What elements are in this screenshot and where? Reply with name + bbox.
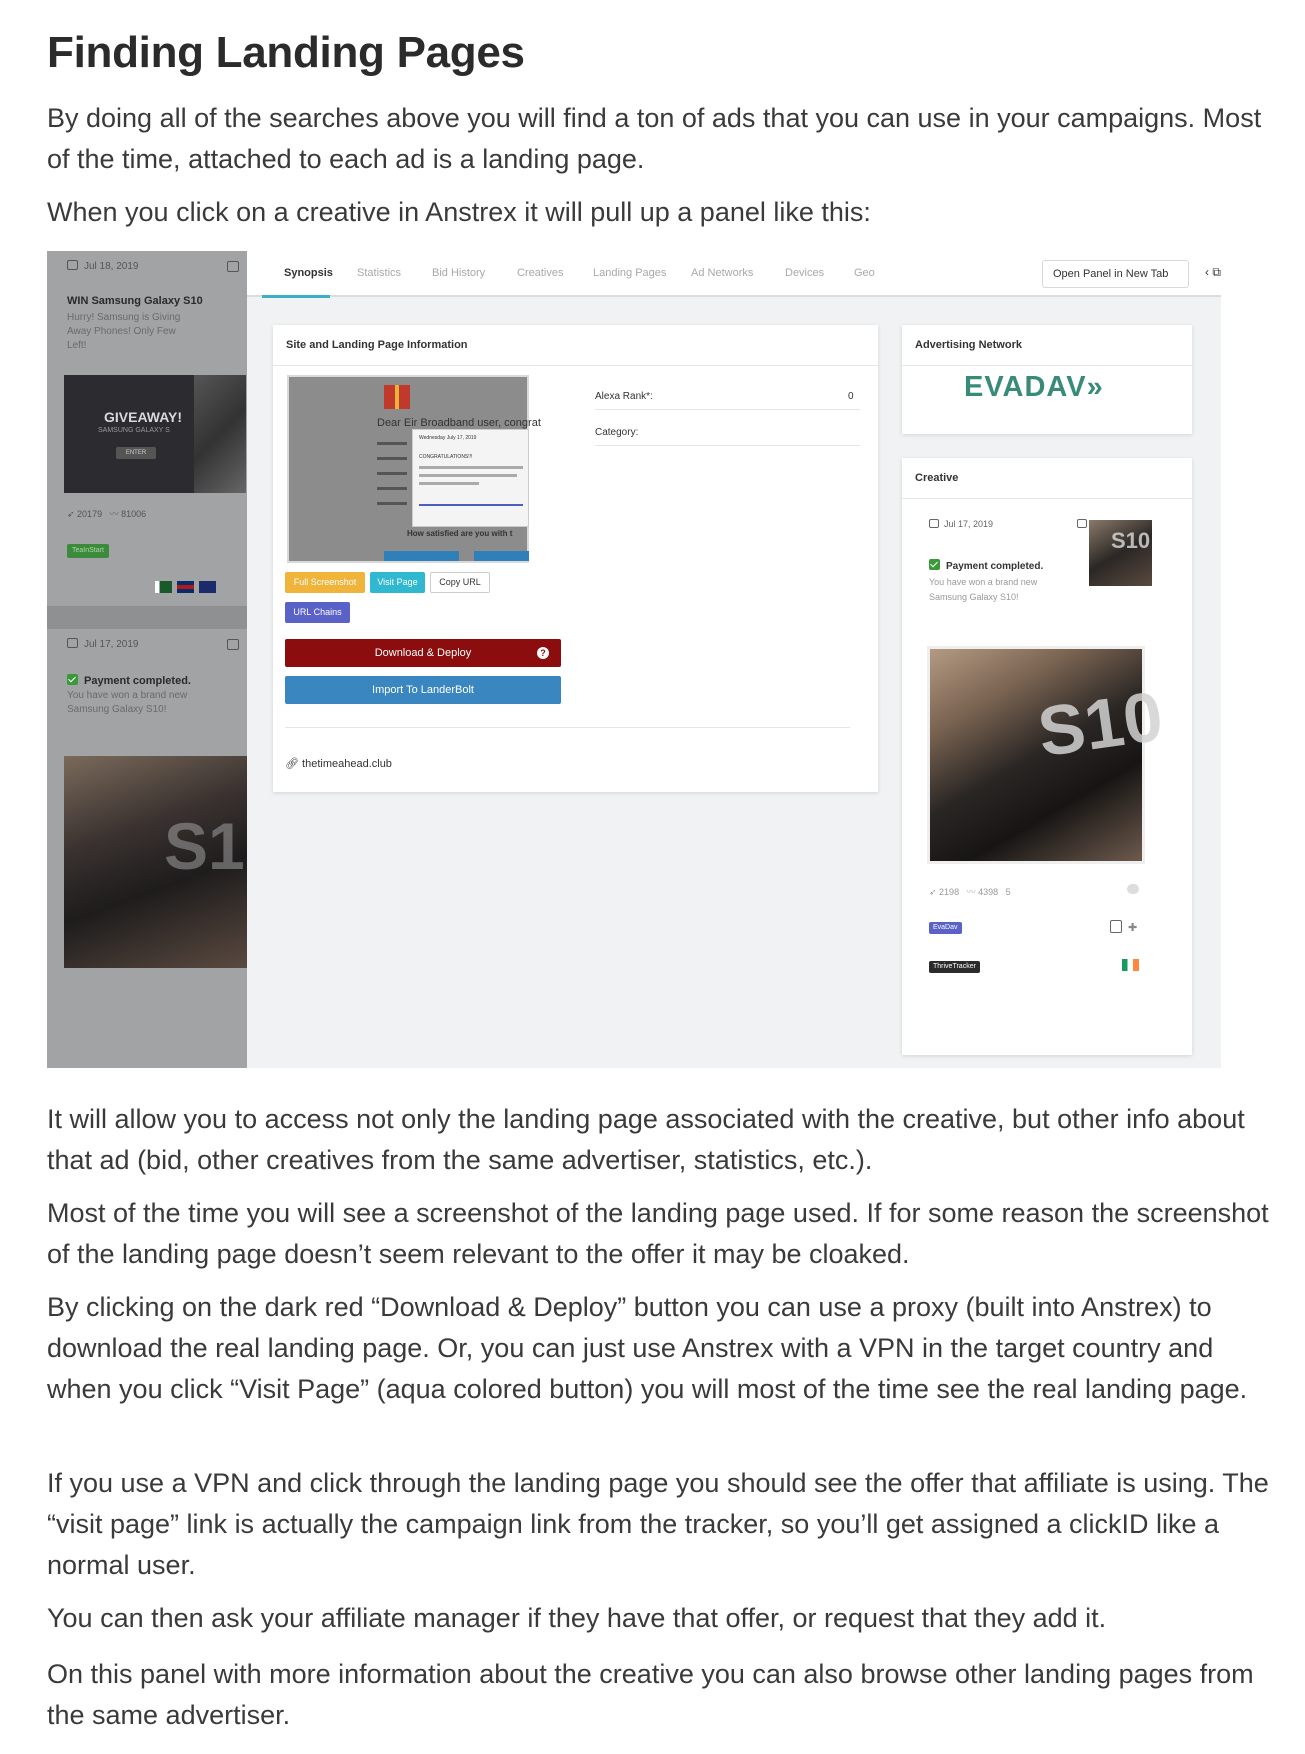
paragraph-affiliate-manager: You can then ask your affiliate manager if they have that offer, or request that they add it. bbox=[47, 1603, 1107, 1633]
paragraph-download-deploy: By clicking on the dark red “Download & Deploy” button you can use a proxy (built into Anstrex) to download the real landing page. Or, you can just use Anstrex with a VPN in the target country and when you click “Visit Page” (aqua colored button) you will most of the time see the real landing page. bbox=[47, 1292, 1248, 1404]
creative-image bbox=[64, 375, 246, 493]
ireland-flag-icon bbox=[1122, 959, 1139, 971]
tab-creatives[interactable]: Creatives bbox=[517, 267, 564, 279]
evadav-logo bbox=[964, 371, 1104, 404]
tracker-tag: ThriveTracker bbox=[929, 961, 980, 973]
paragraph-panel-access: It will allow you to access not only the landing page associated with the creative, but other info about that ad (bid, other creatives from the same advertiser, statistics, etc.). bbox=[47, 1104, 1245, 1175]
creative-date bbox=[67, 638, 139, 650]
tab-synopsis[interactable]: Synopsis bbox=[284, 267, 333, 279]
stat-trend: 4398 bbox=[978, 887, 999, 897]
lp-text-line bbox=[377, 442, 407, 445]
divider bbox=[595, 445, 860, 446]
list-item[interactable] bbox=[47, 629, 247, 1068]
creative-thumbnail-text: S10 bbox=[1111, 528, 1151, 553]
first-seen-date-text: Jul 17, 2019 bbox=[944, 519, 994, 529]
ad-enter-button: ENTER bbox=[116, 447, 156, 459]
creative-body: You have won a brand new Samsung Galaxy S10! bbox=[929, 577, 1038, 602]
evadav-logo-mark: » bbox=[1086, 371, 1104, 403]
list-item[interactable] bbox=[47, 251, 247, 606]
divider bbox=[273, 365, 878, 366]
ad-subline: SAMSUNG GALAXY S bbox=[98, 427, 170, 434]
alexa-rank-value: 0 bbox=[848, 391, 854, 402]
creative-title bbox=[67, 674, 237, 687]
link-icon: 🔗︎ bbox=[285, 758, 299, 770]
advertising-network-card bbox=[902, 325, 1192, 434]
lp-text-line bbox=[419, 482, 479, 485]
site-landing-page-card bbox=[273, 325, 878, 792]
bookmark-icon[interactable] bbox=[1110, 920, 1122, 933]
calendar-icon bbox=[67, 638, 78, 648]
creative-date-text: Jul 18, 2019 bbox=[84, 261, 139, 272]
landing-domain-text: thetimeahead.club bbox=[302, 758, 392, 770]
alexa-rank-label: Alexa Rank*: bbox=[595, 391, 653, 402]
ad-graphic bbox=[194, 375, 246, 493]
paragraph-cloaked: Most of the time you will see a screenshot of the landing page used. If for some reason the screenshot of the landing page doesn’t seem relevant to the offer it may be cloaked. bbox=[47, 1198, 1269, 1269]
landing-domain[interactable] bbox=[285, 757, 392, 770]
lp-modal-congrats: CONGRATULATIONS!!! bbox=[419, 454, 473, 460]
calendar-icon bbox=[67, 260, 78, 270]
lp-question: How satisfied are you with t bbox=[407, 529, 513, 538]
lp-text-line bbox=[419, 474, 517, 477]
lp-answer-button bbox=[384, 551, 459, 561]
calendar-icon bbox=[1077, 519, 1087, 528]
creative-image-text: S10 bbox=[1033, 676, 1168, 772]
divider bbox=[285, 727, 850, 728]
network-tag: TeaInStart bbox=[67, 544, 109, 558]
anstrex-panel-screenshot bbox=[47, 251, 1221, 1068]
lp-modal bbox=[412, 429, 529, 527]
evadav-logo-text: EVADAV bbox=[964, 371, 1087, 403]
category-label: Category: bbox=[595, 427, 639, 438]
full-screenshot-button[interactable]: Full Screenshot bbox=[285, 572, 365, 593]
external-link-icon[interactable]: ‹ ⧉ bbox=[1205, 265, 1221, 279]
lp-text-line bbox=[377, 502, 407, 505]
visit-page-button[interactable]: Visit Page bbox=[370, 572, 425, 593]
first-seen-date bbox=[929, 519, 993, 529]
creative-headline-text: Payment completed. bbox=[946, 561, 1044, 572]
lp-answer-button bbox=[474, 551, 529, 561]
tab-ad-networks[interactable]: Ad Networks bbox=[691, 267, 754, 279]
uk-flag-icon bbox=[199, 581, 216, 593]
site-card-title: Site and Landing Page Information bbox=[286, 339, 468, 351]
download-deploy-label: Download & Deploy bbox=[374, 647, 472, 659]
creative-card bbox=[902, 458, 1192, 1055]
pakistan-flag-icon bbox=[155, 581, 172, 593]
ad-headline: GIVEAWAY! bbox=[104, 409, 183, 425]
tab-landing-pages[interactable]: Landing Pages bbox=[593, 267, 667, 279]
creative-thumbnail bbox=[1089, 520, 1152, 586]
open-panel-new-tab-button[interactable]: Open Panel in New Tab bbox=[1042, 260, 1189, 288]
page-title: Finding Landing Pages bbox=[47, 28, 525, 77]
creative-title: WIN Samsung Galaxy S10 bbox=[67, 295, 203, 307]
creative-image bbox=[64, 756, 247, 968]
photo-text: S1 bbox=[164, 809, 245, 883]
tab-geo[interactable]: Geo bbox=[854, 267, 875, 279]
creative-image bbox=[927, 646, 1168, 864]
cambodia-flag-icon bbox=[177, 581, 194, 593]
network-tag: EvaDav bbox=[929, 922, 962, 934]
tab-devices[interactable]: Devices bbox=[785, 267, 825, 279]
import-landerbolt-button[interactable]: Import To LanderBolt bbox=[285, 676, 561, 704]
landing-page-screenshot[interactable] bbox=[287, 375, 541, 563]
heart-icon[interactable] bbox=[1127, 884, 1139, 894]
stat-impressions: 20179 bbox=[77, 509, 103, 519]
stat-trend: 81006 bbox=[121, 509, 147, 519]
divider bbox=[595, 409, 860, 410]
pin-icon[interactable]: ✚ bbox=[1128, 922, 1138, 934]
creative-subtitle: Hurry! Samsung is Giving Away Phones! Only Few Left! bbox=[67, 312, 181, 351]
creative-stats: ➶ 2198 〰 4398 5 bbox=[929, 887, 1011, 897]
stat-days: 5 bbox=[1005, 887, 1011, 897]
creative-title-text: Payment completed. bbox=[84, 675, 191, 687]
check-icon bbox=[67, 674, 78, 685]
lp-progress-line bbox=[419, 504, 523, 506]
divider bbox=[902, 498, 1192, 499]
tab-statistics[interactable]: Statistics bbox=[357, 267, 402, 279]
lp-modal-date: Wednesday July 17, 2019 bbox=[419, 435, 477, 441]
download-deploy-button[interactable] bbox=[285, 639, 561, 667]
paragraph-intro: By doing all of the searches above you will find a ton of ads that you can use in your campaigns. Most of the time, attached to each ad is a landing page. bbox=[47, 103, 1262, 174]
divider bbox=[902, 365, 1192, 366]
stat-impressions: 2198 bbox=[939, 887, 960, 897]
creative-stats: ➶ 20179 〰 81006 bbox=[67, 509, 147, 519]
url-chains-button[interactable]: URL Chains bbox=[285, 602, 350, 623]
active-tab-indicator bbox=[262, 295, 330, 298]
lp-text-line bbox=[377, 457, 407, 460]
creative-card-title: Creative bbox=[915, 472, 959, 484]
calendar-icon bbox=[929, 519, 939, 528]
paragraph-click-creative: When you click on a creative in Anstrex it will pull up a panel like this: bbox=[47, 197, 871, 227]
creatives-list-column bbox=[47, 251, 247, 1068]
paragraph-browse-landers: On this panel with more information about the creative you can also browse other landing pages from the same advertiser. bbox=[47, 1659, 1254, 1730]
help-icon[interactable]: ? bbox=[537, 647, 549, 659]
lp-text-line bbox=[377, 472, 407, 475]
copy-url-button[interactable]: Copy URL bbox=[430, 572, 490, 593]
check-icon bbox=[929, 559, 940, 570]
tab-bid-history[interactable]: Bid History bbox=[432, 267, 486, 279]
calendar-icon bbox=[227, 261, 239, 272]
lp-text-line bbox=[377, 487, 407, 490]
creative-subtitle: You have won a brand new Samsung Galaxy S10! bbox=[67, 690, 188, 715]
lp-text-line bbox=[419, 466, 523, 469]
calendar-icon bbox=[227, 639, 239, 650]
creative-date bbox=[67, 260, 139, 272]
lp-greeting: Dear Eir Broadband user, congrat bbox=[377, 417, 541, 429]
gift-icon bbox=[384, 385, 410, 409]
creative-date-text: Jul 17, 2019 bbox=[84, 639, 139, 650]
creative-headline bbox=[929, 559, 1043, 572]
paragraph-vpn: If you use a VPN and click through the landing page you should see the offer that affiliate is using. The “visit page” link is actually the campaign link from the tracker, so you’ll get assigned a clickID like a normal user. bbox=[47, 1468, 1269, 1580]
network-card-title: Advertising Network bbox=[915, 339, 1022, 351]
